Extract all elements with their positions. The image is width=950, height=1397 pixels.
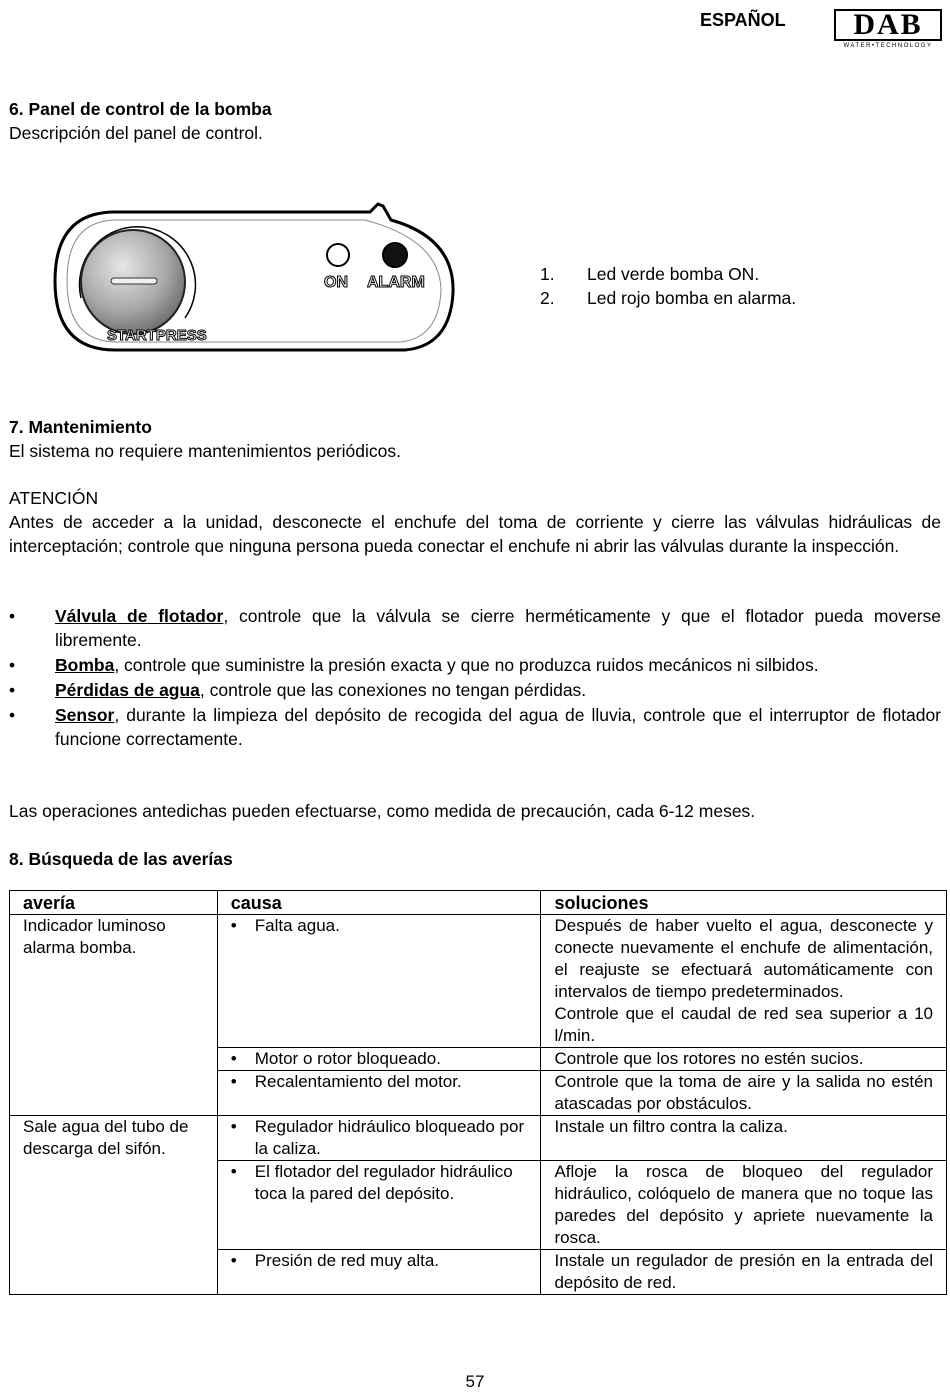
fault-cell: Sale agua del tubo de descarga del sifón.	[10, 1116, 218, 1295]
solution-cell: Instale un regulador de presión en la entrada del depósito de red.	[541, 1250, 947, 1295]
bullet-icon: •	[9, 655, 16, 675]
cause-cell	[217, 1250, 541, 1295]
startpress-label: STARTPRESS	[107, 327, 207, 344]
maintenance-checklist	[9, 604, 941, 752]
solution-text: Controle que el caudal de red sea superior a 10 l/min.	[554, 1004, 933, 1045]
bullet-icon: •	[9, 705, 16, 725]
checklist-term: Pérdidas de agua	[55, 680, 200, 700]
solution-cell	[541, 915, 947, 1048]
led-description: Led rojo bomba en alarma.	[587, 288, 797, 308]
table-row	[10, 1116, 947, 1161]
bullet-icon: •	[230, 1072, 237, 1091]
bullet-icon: •	[230, 1251, 237, 1270]
cause-text: Regulador hidráulico bloqueado por la caliza.	[254, 1117, 525, 1158]
checklist-text: , controle que las conexiones no tengan pérdidas.	[199, 680, 587, 700]
on-label: ON	[324, 274, 348, 291]
column-header-fault: avería	[10, 891, 218, 915]
bullet-icon: •	[9, 606, 16, 626]
section8-title: 8. Búsqueda de las averías	[9, 849, 233, 869]
fault-cell: Indicador luminoso alarma bomba.	[10, 915, 218, 1116]
section6-title: 6. Panel de control de la bomba	[9, 99, 272, 119]
led-legend-item	[540, 286, 796, 310]
section7-intro: El sistema no requiere mantenimientos periódicos.	[9, 441, 401, 461]
warning-title: ATENCIÓN	[9, 488, 99, 508]
troubleshooting-table	[9, 890, 947, 1295]
cause-cell	[217, 1116, 541, 1161]
column-header-solution: soluciones	[541, 891, 947, 915]
table-header-row	[10, 891, 947, 915]
cause-text: Recalentamiento del motor.	[254, 1072, 462, 1091]
table-row	[10, 915, 947, 1048]
solution-cell: Controle que los rotores no estén sucios.	[541, 1048, 947, 1071]
led-legend-item	[540, 262, 796, 286]
solution-text: Después de haber vuelto el agua, desconecte y conecte nuevamente el enchufe de alimentación, el reajuste se efectuará automáticamente con intervalos de tiempo predeterminados.	[554, 916, 933, 1001]
checklist-term: Válvula de flotador	[55, 606, 224, 626]
dab-logo	[834, 9, 942, 51]
bullet-icon: •	[230, 916, 237, 935]
checklist-item	[9, 678, 941, 702]
bullet-icon: •	[9, 680, 16, 700]
page-number: 57	[465, 1372, 485, 1391]
cause-text: Falta agua.	[254, 916, 340, 935]
header-language: ESPAÑOL	[700, 10, 786, 30]
checklist-text: , controle que la válvula se cierre herméticamente y que el flotador pueda moverse libremente.	[55, 606, 942, 650]
checklist-item	[9, 653, 941, 677]
section7-title: 7. Mantenimiento	[9, 417, 152, 437]
solution-cell: Instale un filtro contra la caliza.	[541, 1116, 947, 1161]
logo-text: DAB	[834, 9, 942, 41]
solution-cell: Afloje la rosca de bloqueo del regulador hidráulico, colóquelo de manera que no toque las paredes del depósito y apriete nuevamente la rosca.	[541, 1161, 947, 1250]
checklist-text: , controle que suministre la presión exacta y que no produzca ruidos mecánicos ni silbidos.	[114, 655, 819, 675]
solution-cell: Controle que la toma de aire y la salida no estén atascadas por obstáculos.	[541, 1071, 947, 1116]
led-description: Led verde bomba ON.	[587, 264, 760, 284]
checklist-text: , durante la limpieza del depósito de recogida del agua de lluvia, controle que el interruptor de flotador funcione correctamente.	[55, 705, 941, 749]
on-led	[327, 244, 349, 266]
checklist-term: Bomba	[55, 655, 115, 675]
bullet-icon: •	[230, 1049, 237, 1068]
cause-cell	[217, 1161, 541, 1250]
alarm-label: ALARM	[367, 274, 425, 291]
cause-cell	[217, 915, 541, 1048]
cause-text: Motor o rotor bloqueado.	[254, 1049, 441, 1068]
led-legend	[540, 262, 796, 310]
cause-cell	[217, 1071, 541, 1116]
maintenance-closing: Las operaciones antedichas pueden efectuarse, como medida de precaución, cada 6-12 meses.	[9, 801, 756, 821]
control-panel-illustration	[45, 198, 465, 368]
warning-text: Antes de acceder a la unidad, desconecte el enchufe del toma de corriente y cierre las válvulas hidráulicas de interceptación; controle que ninguna persona pueda conectar el enchufe ni abrir las válvulas durante la inspección.	[9, 512, 941, 556]
led-number: 2.	[540, 288, 555, 308]
bullet-icon: •	[230, 1117, 237, 1136]
led-number: 1.	[540, 264, 555, 284]
column-header-cause: causa	[217, 891, 541, 915]
checklist-term: Sensor	[55, 705, 115, 725]
bullet-icon: •	[230, 1162, 237, 1181]
section6-subtitle: Descripción del panel de control.	[9, 123, 263, 143]
alarm-led	[383, 243, 407, 267]
checklist-item	[9, 703, 941, 751]
cause-cell	[217, 1048, 541, 1071]
checklist-item	[9, 604, 941, 652]
logo-subtext: WATER•TECHNOLOGY	[843, 43, 933, 49]
cause-text: El flotador del regulador hidráulico toca la pared del depósito.	[254, 1162, 513, 1203]
cause-text: Presión de red muy alta.	[254, 1251, 440, 1270]
